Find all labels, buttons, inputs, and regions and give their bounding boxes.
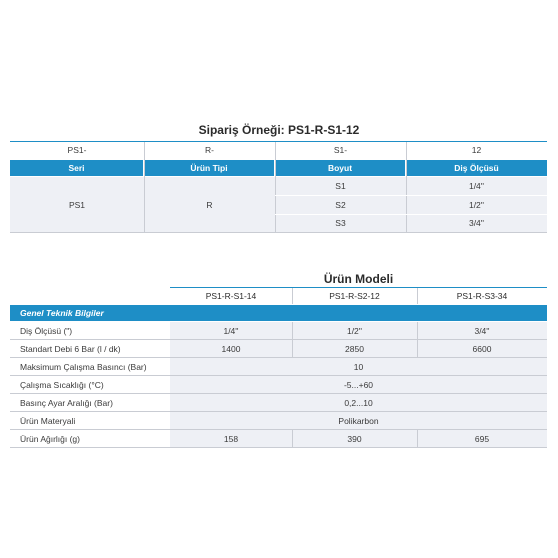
spec-value-all: 0,2...10 — [344, 397, 373, 408]
spec-value-all: Polikarbon — [338, 415, 379, 426]
spec-col-divider — [292, 430, 293, 447]
spec-value-all: 10 — [353, 361, 364, 372]
order-divider — [406, 142, 407, 232]
spec-value-all: -5...+60 — [343, 379, 374, 390]
spec-col-divider — [417, 340, 418, 357]
spec-value-model-3: 695 — [474, 433, 490, 444]
header-urun-tipi: Ürün Tipi — [144, 160, 274, 176]
model-divider — [417, 288, 418, 304]
header-dis-olcusu: Diş Ölçüsü — [406, 160, 547, 176]
spec-value-model-1: 1400 — [221, 343, 241, 354]
spec-value-model-3: 3/4'' — [474, 325, 490, 336]
spec-label: Maksimum Çalışma Basıncı (Bar) — [20, 361, 147, 372]
order-divider — [144, 142, 145, 232]
order-row-rule — [275, 195, 547, 196]
spec-col-divider — [292, 322, 293, 339]
specs-title: Ürün Modeli — [323, 272, 394, 286]
order-example-title: Sipariş Örneği: PS1-R-S1-12 — [198, 123, 360, 137]
code-part-seri: PS1- — [67, 145, 87, 155]
boyut-s1: S1 — [335, 181, 346, 191]
header-boyut: Boyut — [275, 160, 405, 176]
dis-s1: 1/4'' — [468, 181, 485, 191]
order-divider — [275, 142, 276, 232]
boyut-s2: S2 — [335, 199, 346, 210]
order-top-rule — [10, 141, 547, 142]
model-3: PS1-R-S3-34 — [456, 291, 508, 301]
spec-label: Standart Debi 6 Bar (l / dk) — [20, 343, 121, 354]
model-2: PS1-R-S2-12 — [329, 291, 380, 301]
seri-value: PS1 — [68, 199, 86, 210]
section-header-label: Genel Teknik Bilgiler — [20, 308, 104, 318]
spec-label: Çalışma Sıcaklığı (°C) — [20, 379, 104, 390]
code-part-size: S1- — [333, 145, 348, 155]
spec-value-model-3: 6600 — [472, 343, 492, 354]
spec-label: Ürün Materyali — [20, 415, 76, 426]
spec-label: Ürün Ağırlığı (g) — [20, 433, 80, 444]
order-row-rule — [275, 214, 547, 215]
code-part-thread: 12 — [471, 145, 482, 155]
spec-value-model-1: 1/4'' — [223, 325, 239, 336]
model-1: PS1-R-S1-14 — [205, 291, 257, 301]
spec-label: Basınç Ayar Aralığı (Bar) — [20, 397, 113, 408]
order-bottom-rule — [10, 232, 547, 233]
model-divider — [292, 288, 293, 304]
spec-label: Diş Ölçüsü (") — [20, 325, 73, 336]
header-seri: Seri — [10, 160, 143, 176]
code-part-type: R- — [205, 145, 214, 155]
spec-value-model-2: 2850 — [345, 343, 364, 354]
spec-row-rule — [10, 447, 547, 448]
dis-s2: 1/2'' — [468, 199, 485, 210]
spec-value-model-1: 158 — [223, 433, 239, 444]
spec-col-divider — [292, 340, 293, 357]
models-top-rule — [170, 287, 547, 288]
urun-tipi-value: R — [206, 199, 213, 210]
spec-value-model-2: 390 — [347, 433, 362, 444]
spec-col-divider — [417, 430, 418, 447]
spec-value-model-2: 1/2'' — [346, 325, 363, 336]
spec-col-divider — [417, 322, 418, 339]
boyut-s3: S3 — [335, 218, 346, 228]
dis-s3: 3/4'' — [468, 218, 485, 228]
